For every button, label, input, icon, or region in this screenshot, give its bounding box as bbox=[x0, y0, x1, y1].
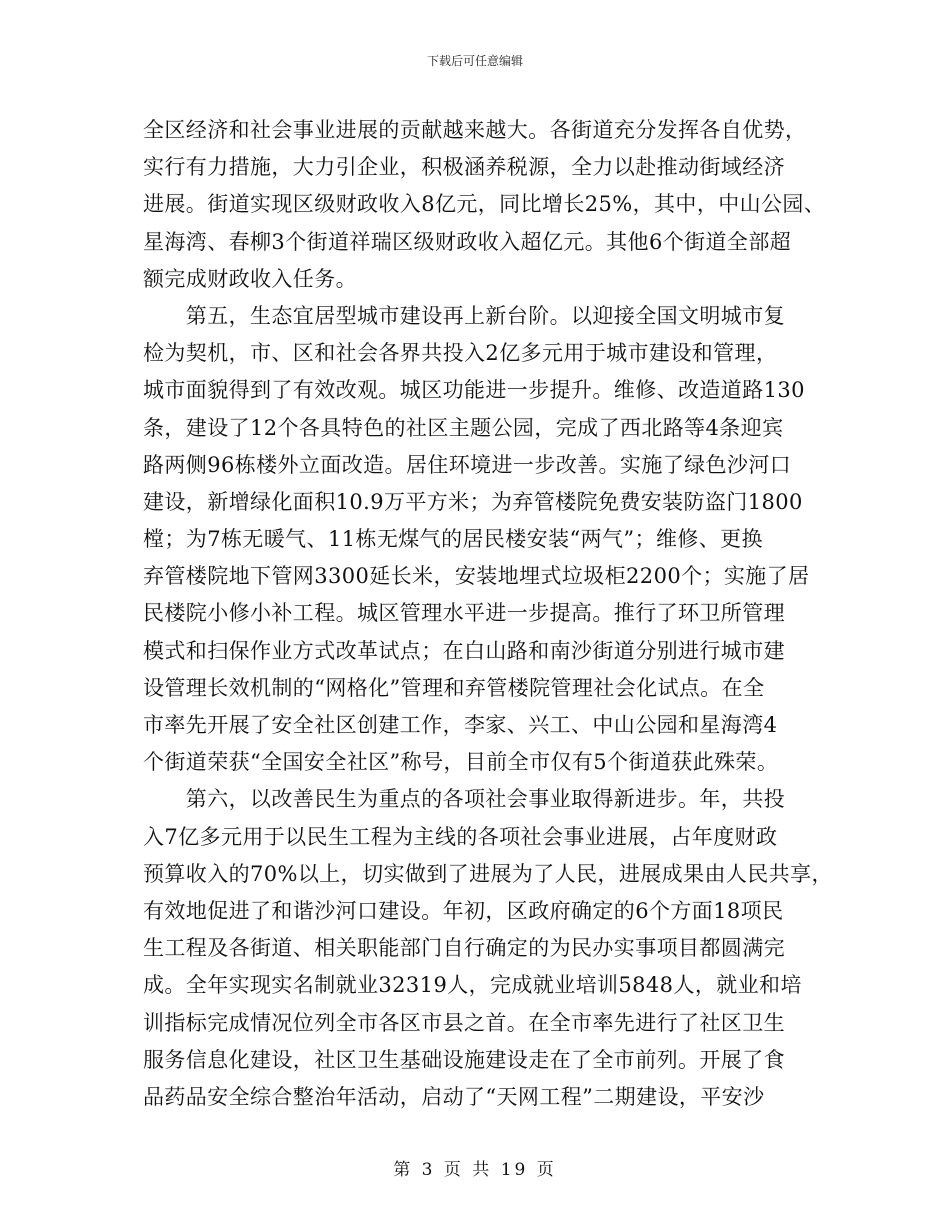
text-line: 设管理长效机制的“网格化”管理和弃管楼院管理社会化试点。在全 bbox=[143, 675, 765, 700]
text-line: 星海湾、春柳3个街道祥瑞区级财政收入超亿元。其他6个街道全部超 bbox=[143, 229, 792, 254]
text-line: 模式和扫保作业方式改革试点；在白山路和南沙街道分别进行城市建 bbox=[143, 638, 785, 663]
text-line: 个街道荣获“全国安全社区”称号，目前全市仅有5个街道获此殊荣。 bbox=[143, 750, 779, 775]
text-line: 弃管楼院地下管网3300延长米，安装地埋式垃圾柜2200个；实施了居 bbox=[143, 564, 810, 589]
text-line: 生工程及各街道、相关职能部门自行确定的为民办实事项目都圆满完 bbox=[143, 936, 785, 961]
text-line: 品药品安全综合整治年活动，启动了“天网工程”二期建设，平安沙 bbox=[143, 1084, 765, 1109]
text-line: 服务信息化建设，社区卫生基础设施建设走在了全市前列。开展了食 bbox=[143, 1047, 785, 1072]
text-line: 成。全年实现实名制就业32319人，完成就业培训5848人，就业和培 bbox=[143, 973, 802, 998]
text-line: 民楼院小修小补工程。城区管理水平进一步提高。推行了环卫所管理 bbox=[143, 601, 785, 626]
text-line: 市率先开展了安全社区创建工作，李家、兴工、中山公园和星海湾4 bbox=[143, 713, 778, 737]
text-line: 训指标完成情况位列全市各区市县之首。在全市率先进行了社区卫生 bbox=[143, 1010, 785, 1035]
text-line: 第六，以改善民生为重点的各项社会事业取得新进步。年，共投 bbox=[143, 787, 785, 812]
text-line: 路两侧96栋楼外立面改造。居住环境进一步改善。实施了绿色沙河口 bbox=[143, 452, 792, 477]
text-line: 第五，生态宜居型城市建设再上新台阶。以迎接全国文明城市复 bbox=[143, 303, 785, 328]
page-number-footer: 第 3 页 共 19 页 bbox=[393, 1160, 557, 1180]
text-line: 有效地促进了和谐沙河口建设。年初，区政府确定的6个方面18项民 bbox=[143, 898, 784, 923]
text-line: 实行有力措施，大力引企业，积极涵养税源，全力以赴推动街域经济 bbox=[143, 155, 785, 180]
text-line: 额完成财政收入任务。 bbox=[143, 266, 357, 291]
text-line: 入7亿多元用于以民生工程为主线的各项社会事业进展，占年度财政 bbox=[143, 824, 778, 849]
text-line: 检为契机，市、区和社会各界共投入2亿多元用于城市建设和管理， bbox=[143, 341, 778, 366]
text-line: 建设，新增绿化面积10.9万平方米；为弃管楼院免费安装防盗门1800 bbox=[143, 489, 803, 514]
text-line: 进展。街道实现区级财政收入8亿元，同比增长25%，其中，中山公园、 bbox=[143, 192, 826, 217]
document-body bbox=[143, 112, 843, 1116]
text-line: 城市面貌得到了有效改观。城区功能进一步提升。维修、改造道路130 bbox=[143, 378, 805, 403]
text-line: 预算收入的70%以上，切实做到了进展为了人民，进展成果由人民共享， bbox=[143, 861, 833, 886]
text-line: 樘；为7栋无暖气、11栋无煤气的居民楼安装“两气”；维修、更换 bbox=[143, 527, 763, 552]
text-line: 全区经济和社会事业进展的贡献越来越大。各街道充分发挥各自优势， bbox=[143, 118, 807, 142]
text-line: 条，建设了12个各具特色的社区主题公园，完成了西北路等4条迎宾 bbox=[143, 415, 784, 440]
page-header: 下载后可任意编辑 bbox=[426, 54, 523, 68]
